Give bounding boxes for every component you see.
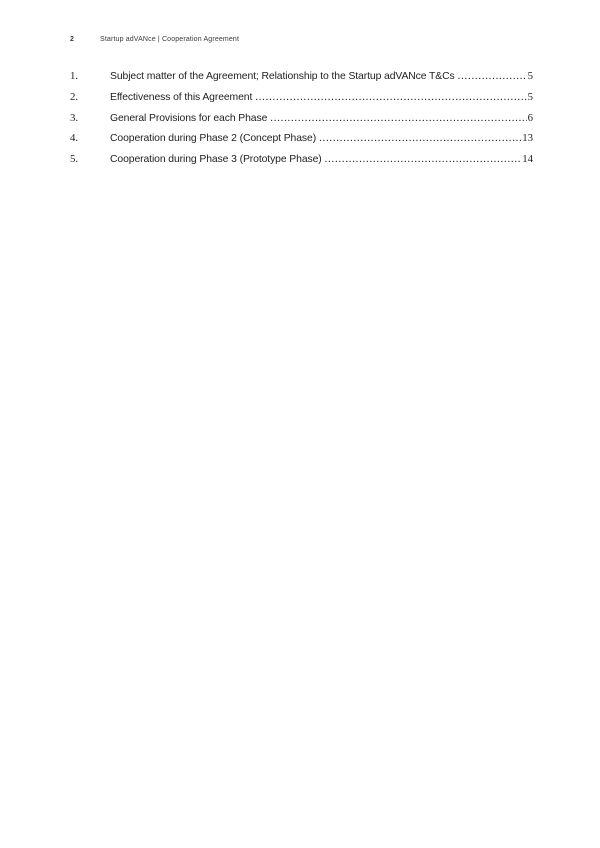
toc-entry-title: Cooperation during Phase 2 (Concept Phase) [110,133,317,145]
toc-entry-page: 6 [527,111,533,124]
toc-entry[interactable] [70,66,533,87]
toc-dot-leader [319,128,521,149]
toc-entry-number: 4. [70,132,79,145]
table-of-contents [70,66,533,170]
toc-dot-leader [270,108,526,129]
toc-entry-number: 2. [70,90,79,103]
toc-entry[interactable] [70,87,533,108]
toc-entry-title: Cooperation during Phase 3 (Prototype Phase) [110,154,322,166]
toc-entry-title: General Provisions for each Phase [110,112,268,124]
toc-entry[interactable] [70,149,533,170]
toc-entry[interactable] [70,108,533,129]
toc-dot-leader [255,87,526,108]
toc-entry[interactable] [70,128,533,149]
toc-entry-page: 13 [522,132,533,145]
toc-entry-number: 3. [70,111,79,124]
toc-dot-leader [325,149,522,170]
toc-entry-page: 14 [522,153,533,166]
toc-entry-page: 5 [527,70,533,82]
header-page-number: 2 [70,36,75,43]
toc-entry-number: 1. [70,70,79,82]
running-header [70,36,533,43]
toc-entry-title: Effectiveness of this Agreement [110,91,253,103]
toc-dot-leader [458,66,527,87]
toc-entry-number: 5. [70,153,79,166]
toc-entry-title: Subject matter of the Agreement; Relationship to the Startup adVANce T&Cs [110,71,455,82]
header-document-title: Startup adVANce | Cooperation Agreement [100,36,240,43]
toc-entry-page: 5 [527,90,533,103]
